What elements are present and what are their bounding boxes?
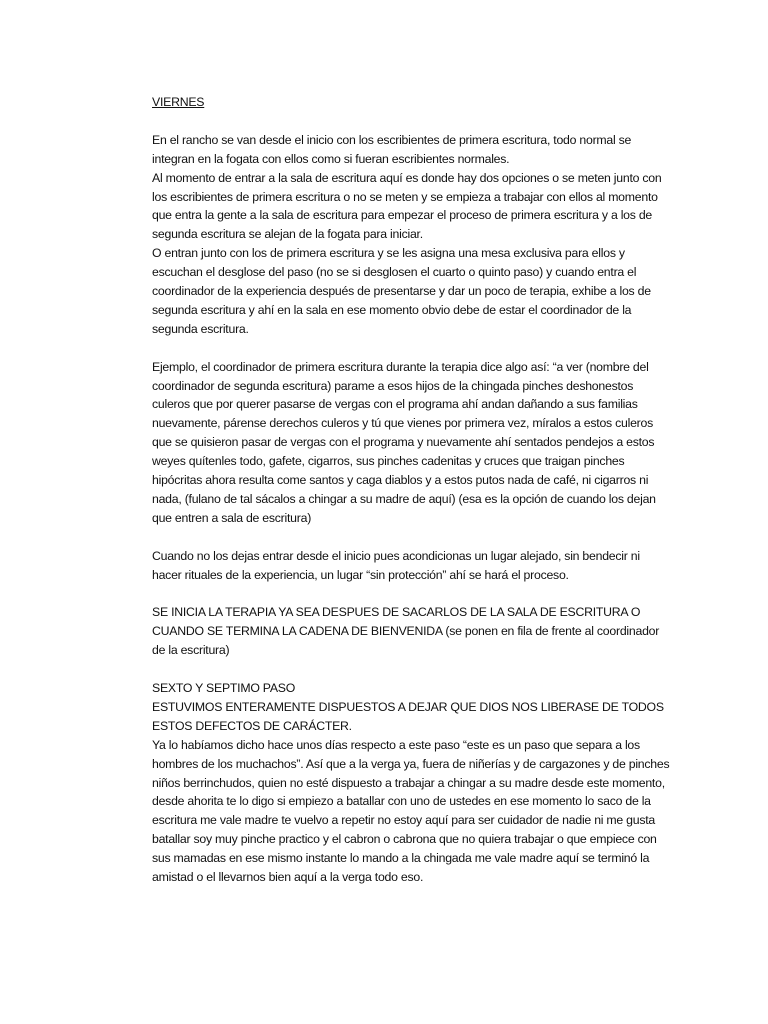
spacer <box>152 585 670 604</box>
document-body <box>152 93 670 887</box>
spacer <box>152 660 670 679</box>
spacer <box>152 112 670 131</box>
paragraph-inicia-terapia: SE INICIA LA TERAPIA YA SEA DESPUES DE SACARLOS DE LA SALA DE ESCRITURA O CUANDO SE TERMINA LA CADENA DE BIENVENIDA (se ponen en fila de frente al coordinador de la escritura) <box>152 605 660 658</box>
paragraph-step-statement: ESTUVIMOS ENTERAMENTE DISPUESTOS A DEJAR QUE DIOS NOS LIBERASE DE TODOS ESTOS DEFECTOS DE CARÁCTER. <box>152 699 664 733</box>
paragraph-lugar-alejado: Cuando no los dejas entrar desde el inicio pues acondicionas un lugar alejado, sin bendecir ni hacer rituales de la experiencia, un lugar “sin protección” ahí se hará el proceso. <box>152 548 640 582</box>
paragraph-mesa-exclusiva: O entran junto con los de primera escritura y se les asigna una mesa exclusiva para ellos y escuchan el desglose del paso (no se si desglosen el cuarto o quinto paso) y cuando entra el coordinador de la experiencia después de presentarse y dar un poco de terapia, exhibe a los de segunda escritura y ahí en la sala en ese momento obvio debe de estar el coordinador de la segunda escritura. <box>152 246 651 336</box>
section-heading-sexto-septimo: SEXTO Y SEPTIMO PASO <box>152 681 296 696</box>
paragraph-sala-escritura: Al momento de entrar a la sala de escritura aquí es donde hay dos opciones o se meten junto con los escribientes de primera escritura o no se meten y se empieza a trabajar con ellos al momento que entra la gente a la sala de escritura para empezar el proceso de primera escritura y a los de segunda escritura se alejan de la fogata para iniciar. <box>152 170 662 242</box>
paragraph-step-discussion: Ya lo habíamos dicho hace unos días respecto a este paso “este es un paso que separa a los hombres de los muchachos”. Así que a la verga ya, fuera de niñerías y de cargazones y de pinches niños berrinchudos, quien no esté dispuesto a trabajar a chingar a su madre desde este momento, desde ahorita te lo digo si empiezo a batallar con uno de ustedes en ese momento lo saco de la escritura me vale madre te vuelvo a repetir no estoy aquí para ser cuidador de nadie ni me gusta batallar soy muy pinche practico y el cabron o cabrona que no quiera trabajar o que empiece con sus mamadas en ese mismo instante lo mando a la chingada me vale madre aquí se terminó la amistad o el llevarnos bien aquí a la verga todo eso. <box>152 737 670 885</box>
document-title: VIERNES <box>152 95 205 109</box>
spacer <box>152 528 670 547</box>
paragraph-ejemplo: Ejemplo, el coordinador de primera escritura durante la terapia dice algo así: “a ver (nombre del coordinador de segunda escritura) parame a esos hijos de la chingada pinches deshonestos culeros que por querer pasarse de vergas con el programa ahí andan dañando a sus familias nuevamente, párense derechos culeros y tú que vienes por primera vez, míralos a estos culeros que se quisieron pasar de vergas con el programa y nuevamente ahí sentados pendejos a estos weyes quítenles todo, gafete, cigarros, sus pinches cadenitas y cruces que traigan pinches hipócritas ahora resulta come santos y caga diablos y a estos putos nada de café, ni cigarros ni nada, (fulano de tal sácalos a chingar a su madre de aquí) (esa es la opción de cuando los dejan que entren a sala de escritura) <box>152 359 656 525</box>
paragraph-rancho: En el rancho se van desde el inicio con los escribientes de primera escritura, todo normal se integran en la fogata con ellos como si fueran escribientes normales. <box>152 132 632 166</box>
spacer <box>152 339 670 358</box>
